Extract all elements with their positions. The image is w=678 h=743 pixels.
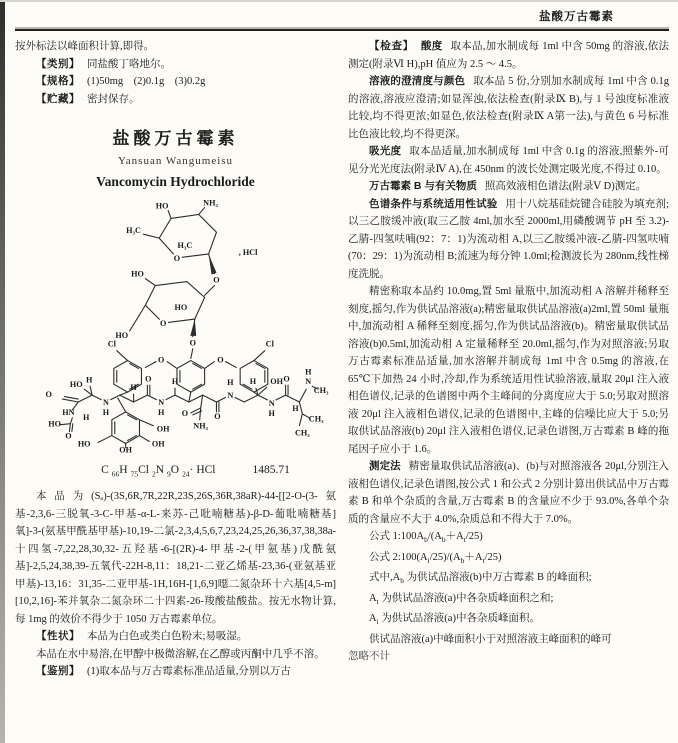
hcl-salt-label: , HCl [238,247,257,257]
atom-label: H₃C [177,240,192,250]
check-acidity-paragraph: 【检查】 酸度 取本品,加水制成每 1ml 中含 50mg 的溶液,依法测定(附录Ⅵ H),pH 值应为 2.5 ～ 4.5。 [348,40,669,70]
absorbance-subhead: 吸光度 [369,145,402,157]
atom-label: H [226,377,233,387]
atom-label: O [173,253,180,263]
atom-label: HO [77,438,91,448]
atom-label: N [304,376,311,386]
atom-label: HO [47,419,61,429]
atom-label: HO [130,269,144,279]
atom-label: H [171,376,178,386]
assay-subhead: 测定法 [369,460,401,472]
atom-label: O [64,431,72,441]
related-substances-subhead: 万古霉素 B 与有关物质 [369,180,477,192]
atom-label: HO [155,201,169,211]
scan-edge-artifact [0,0,5,743]
formula-note-t: $A_t$ 为供试品溶液(a)中各杂质峰面积之和; [369,592,554,606]
atom-label: OH [156,424,170,434]
atom-label: CH₃ [313,385,328,395]
atom-label: N [226,390,233,400]
disregard-limit-paragraph: 供试品溶液(a)中峰面积小于对照溶液主峰面积的峰可 [369,633,612,645]
atom-label: OH [118,444,132,454]
monograph-title-en: Vancomycin Hydrochloride [96,174,255,189]
formula-note-b: 式中$,A_b$ 为供试品溶液(b)中万古霉素 B 的峰面积; [369,572,592,586]
atom-label: H [249,376,256,386]
storage-entry [15,91,336,109]
atom-label: OH [269,376,283,386]
atom-label: H [291,403,299,413]
molecular-formula: C $_{66}$H $_{75}$Cl $_2$N $_9$O $_{24}$· HCl [101,463,216,478]
absorbance-paragraph: 吸光度 取本品适量,加水制成每 1ml 中含 0.1g 的溶液,照紫外-可见分光光度法(附录Ⅳ A),在 450nm 的波长处测定吸光度,不得过 0.10。 [348,145,669,175]
assay-method-paragraph: 测定法 精密量取供试品溶液(a)、(b)与对照溶液各 20μl,分别注入液相色谱仪,记录色谱图,按公式 1 和公式 2 分别计算出供试品中万古霉素 B 和单个杂质的含量,万古霉素 B 的含量应不少于 93.0%,各单个杂质的含量应不大于 4.0%,杂质总和不得大于 7.0%。 [348,460,669,525]
scan-top-edge [0,0,678,2]
sample-preparation-paragraph: 精密称取本品约 10.0mg,置 5ml 量瓶中,加流动相 A 溶解并稀释至刻度,摇匀,作为供试品溶液(a);精密量取供试品溶液(a)2ml,置 50ml 量瓶中,加流动相 A 稀释至刻度,摇匀,作为供试品溶液(b)。精密量取供试品溶液(b)0.5ml,加流动相 A 定量稀释至 20.0ml,摇匀,作为对照溶液;另取万古霉素标准品适量,加水溶解并制成每 1ml 中含 0.5mg 的溶液,在 65℃下加热 24 小时,冷却,作为系统适用性试验溶液,量取 20μl 注入液相色谱仪,记录的色谱图中两个主峰间的分离度应大于 5.0;另取对照溶液 20μl 注入液相色谱仪,记录的色谱图中,主峰的信噪比应大于 5.0;另取供试品溶液(b) 20μl 注入液相色谱仪,记录色谱图,万古霉素 B 峰的拖尾因子应小于 1.6。 [348,286,669,455]
clarity-color-paragraph: 溶液的澄清度与颜色 取本品 5 份,分别加水制成每 1ml 中含 0.1g 的溶液,溶液应澄清;如显浑浊,依法检查(附录Ⅸ B),与 1 号浊度标准液比较,均不得更浓;如显色,依法检查(附录Ⅸ A第一法),与黄色 6 号标准比色液比较,均不得更深。 [348,75,669,140]
monograph-pinyin: Yansuan Wangumeisu [117,154,234,167]
atom-label: O [157,355,164,365]
atom-label: NH₂ [202,198,218,208]
disregard-limit-continuation: 忽略不计 [348,651,390,663]
atom-label: HO [69,379,83,389]
category-text: 同盐酸丁咯地尔。 [87,58,171,70]
atom-label: H [129,382,137,392]
atom-label: CH₃ [308,414,324,424]
atom-label: HO [114,330,128,340]
molecular-weight: 1485.71 [252,463,290,476]
running-header [539,8,614,24]
identification-paragraph: 【鉴别】 (1)取本品与万古霉素标准品适量,分别以万古 [36,665,291,678]
category-label: 【类别】 [36,57,80,70]
atom-label: H₃C [125,225,141,235]
atom-label: H [157,407,164,417]
atom-label: N [268,398,275,408]
atom-label: O [213,411,221,421]
atom-label: O [44,389,52,399]
right-column [348,38,669,681]
header-rule [15,29,669,31]
storage-text: 密封保存。 [87,93,140,105]
atom-label: H [304,366,311,376]
formula-1: 公式 $1:100A_b/(A_b+A_t/25)$ [369,531,483,545]
category-entry [15,56,336,74]
atom-label: Cl [107,339,116,349]
monograph-title-cn: 盐酸万古霉素 [112,129,239,148]
spec-text: (1)50mg (2)0.1g (3)0.2g [87,76,206,87]
identification-label: 【鉴别】 [36,665,80,678]
spec-entry [15,73,336,91]
atom-label: H [82,412,89,422]
storage-label: 【贮藏】 [36,92,80,105]
atom-label: O [181,408,188,418]
atom-label: O [212,275,220,285]
atom-label: H [85,374,92,384]
atom-label: O [144,373,152,383]
atom-label: O [189,338,196,348]
two-column-body [15,38,669,681]
atom-label: H [268,408,275,418]
atom-label: Cl [265,339,274,349]
atom-label: O [282,373,290,383]
chemical-name-paragraph: 本品为(Sₐ)-(3S,6R,7R,22R,23S,26S,36R,38aR)-44-[[2-O-(3-氨基-2,3,6-三脱氧-3-C-甲基-α-L-来苏-己吡喃糖基)-β-D-葡吡喃糖基]氧]-3-(氨基甲酰基甲基)-10,19-二氯-2,3,4,5,6,7,23,24,25,26,36,37,38,38a-十四氢-7,22,28,30,32-五羟基-6-[(2R)-4-甲基-2-(甲氨基)戊酰氨基]-2,5,24,38,39-五氧代-22H-8,11：18,21-二亚乙烯基-23,36-(亚氨基亚甲基)-13,16：31,35-二亚甲基-1H,16H-[1,6,9]噁二氮杂环十六基[4,5-m][10,2,16]-苯并氧杂二氮杂环二十四素-26-羧酸盐酸盐。按无水物计算,每 1mg 的效价不得少于 1050 万古霉素单位。 [15,491,336,625]
formula-note-i: $A_i$ 为供试品溶液(a)中各杂质峰面积。 [369,613,540,627]
left-column [15,38,336,681]
chemical-structure-diagram [23,195,329,457]
atom-label: N [157,397,164,407]
atom-label: O [216,355,224,365]
spec-label: 【规格】 [36,75,80,87]
atom-label: HO [174,302,187,312]
atom-label: HN [61,407,75,417]
molecular-formula-row [55,462,336,483]
chromatography-subhead: 色谱条件与系统适用性试验 [369,197,498,210]
atom-label: H [102,407,109,417]
atom-label: OH [151,438,165,448]
clarity-subhead: 溶液的澄清度与颜色 [369,75,466,87]
atom-label: CH₃ [294,428,310,438]
related-substances-paragraph: 万古霉素 B 与有关物质 照高效液相色谱法(附录Ⅴ D)测定。 [369,180,647,192]
atom-label: O [159,318,166,328]
acidity-subhead: 酸度 [421,40,443,52]
chromatography-conditions-paragraph: 色谱条件与系统适用性试验 用十八烷基硅烷键合硅胶为填充剂;以三乙胺缓冲液(取三乙胺 4ml,加水至 2000ml,用磷酸调节 pH 至 3.2)-乙腈-四氢呋喃(92：7：1)为流动相 A,以三乙胺缓冲液-乙腈-四氢呋喃(70：29：1)为流动相 B;流速为每分钟 1.0ml;检测波长为 280nm,线性梯度洗脱。 [348,197,669,280]
atom-label: N [102,397,109,407]
carryover-paragraph: 按外标法以峰面积计算,即得。 [15,41,155,52]
solubility-paragraph: 本品在水中易溶,在甲醇中极微溶解,在乙醇或丙酮中几乎不溶。 [36,648,325,660]
check-label: 【检查】 [369,40,414,52]
properties-label: 【性状】 [36,630,80,643]
running-header-title: 盐酸万古霉素 [539,11,614,23]
properties-paragraph: 【性状】 本品为白色或类白色粉末;易吸湿。 [36,630,248,643]
formula-2: 公式 $2:100(A_i/25)/(A_b+A_t/25)$ [369,551,502,565]
atom-label: NH₂ [192,421,208,431]
